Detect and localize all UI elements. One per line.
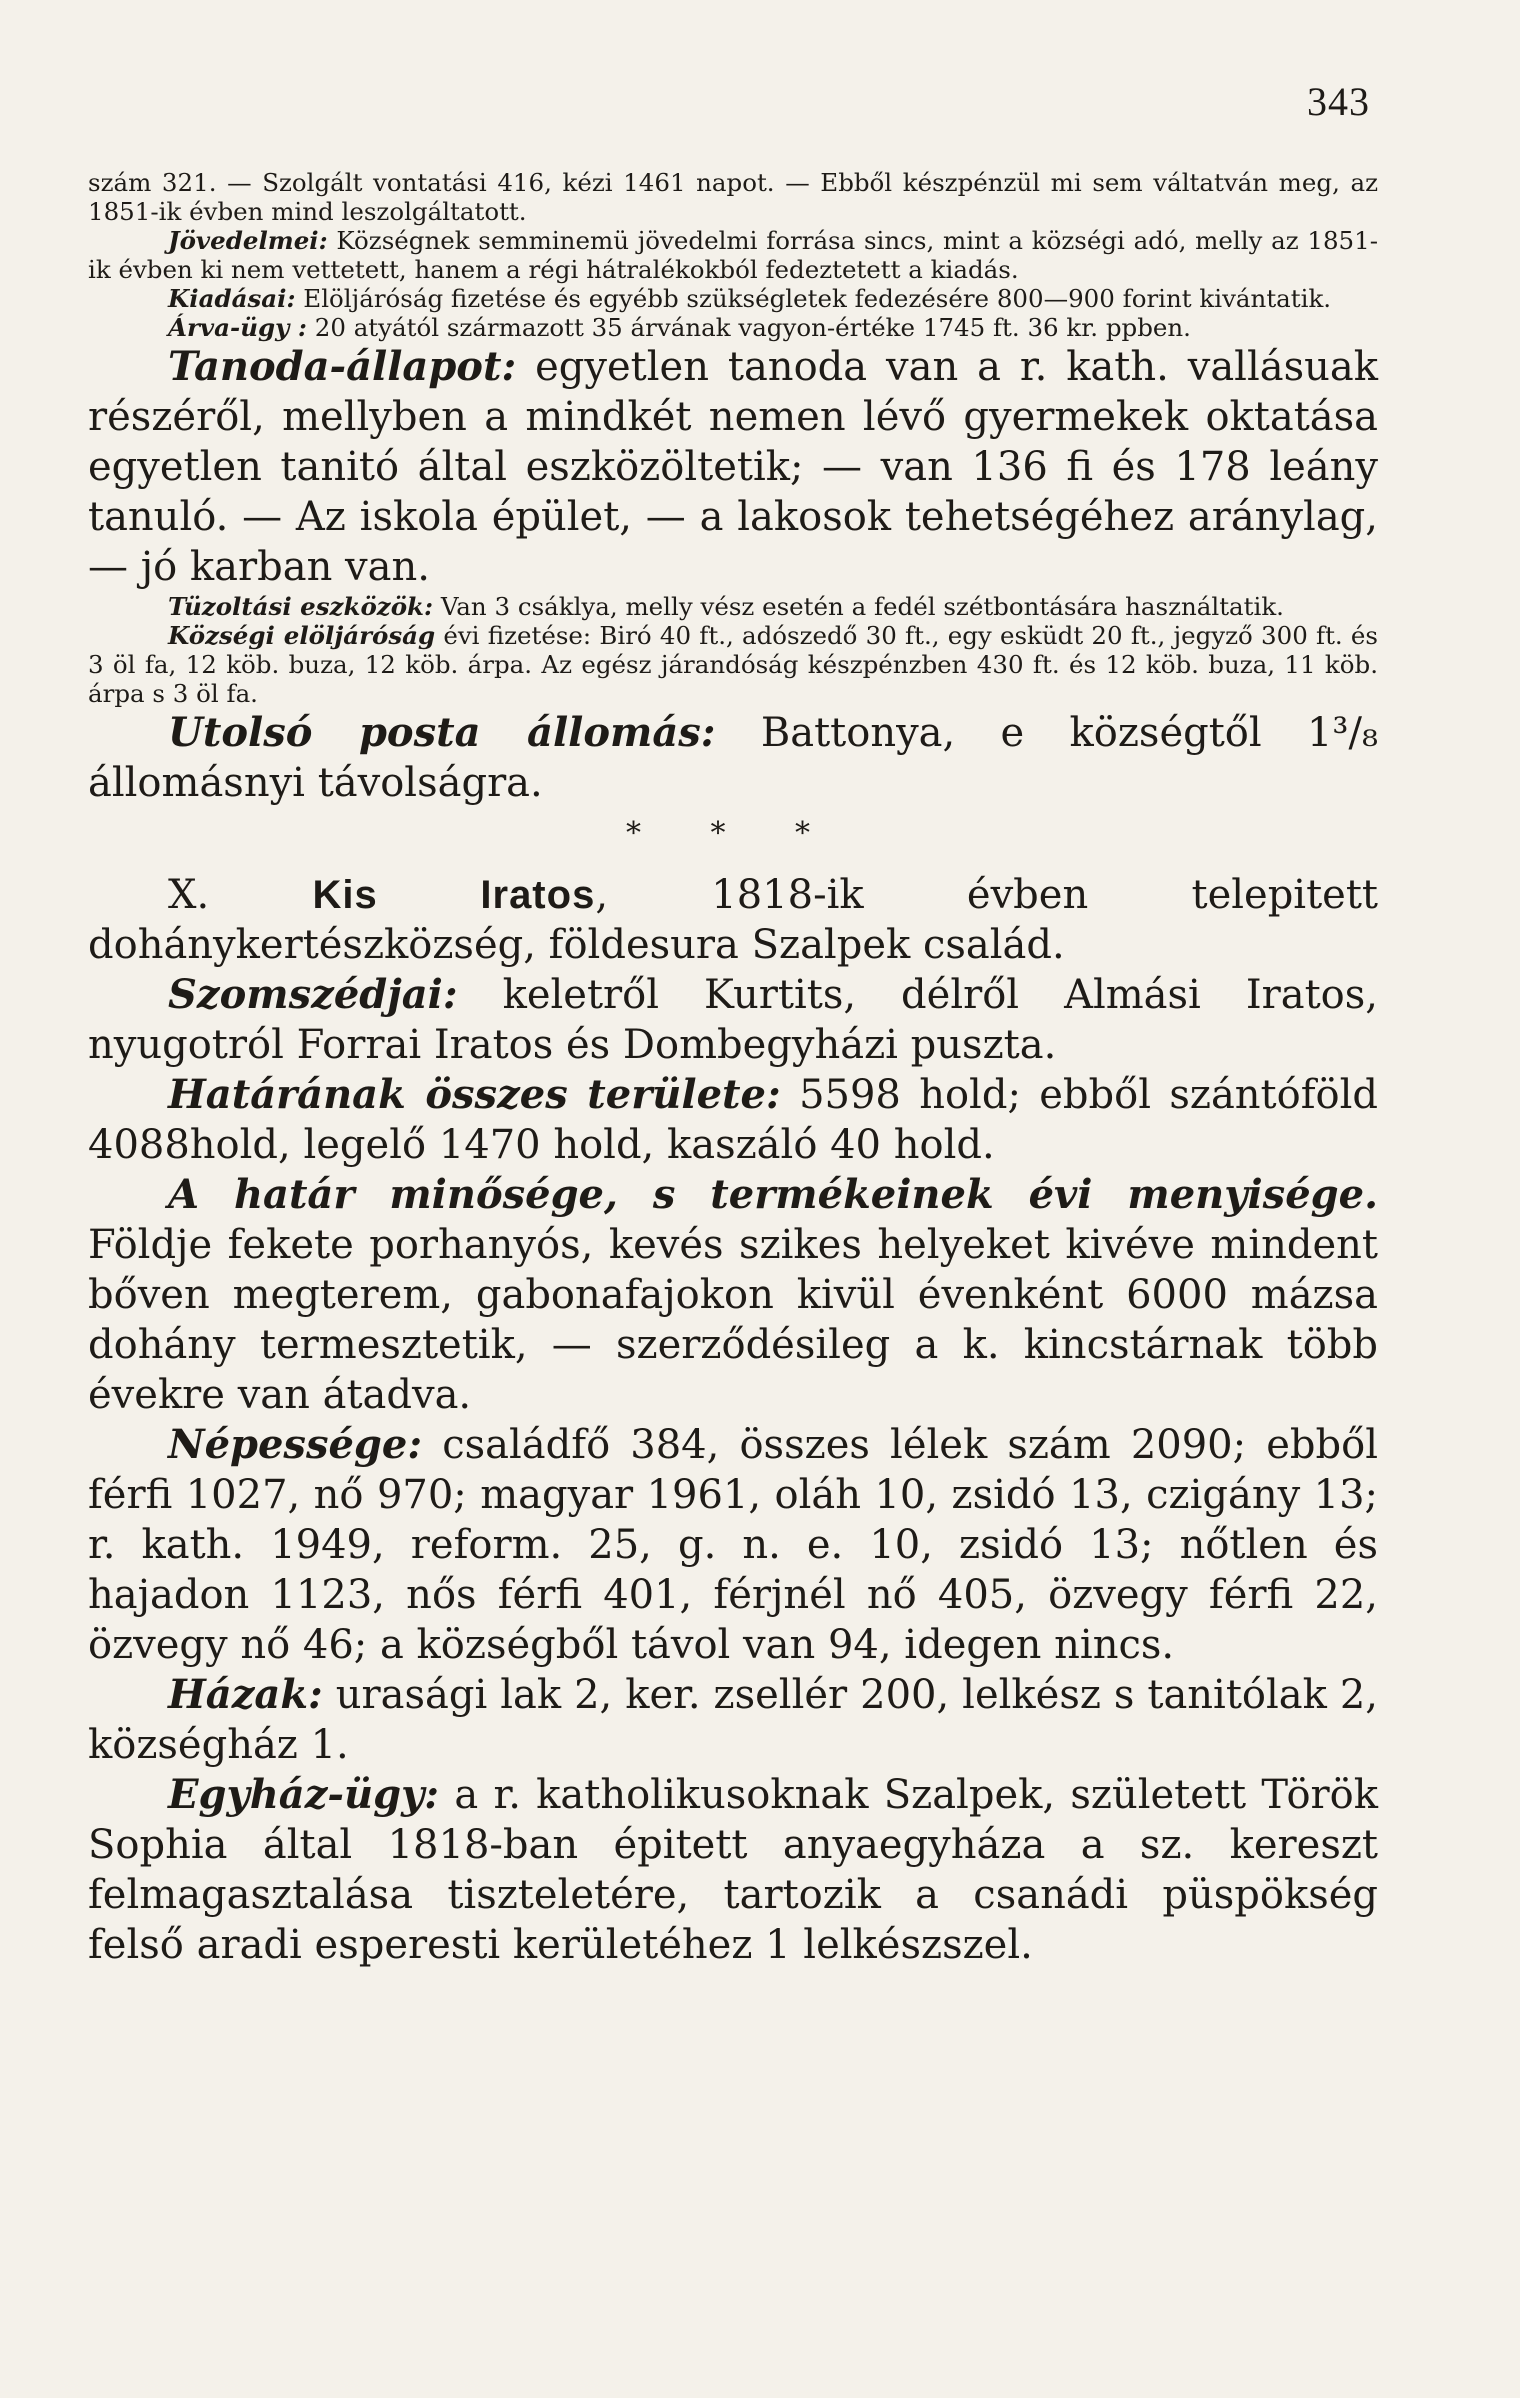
- paragraph: [88, 1770, 1378, 1970]
- paragraph: [88, 226, 1378, 284]
- paragraph-heading: Jövedelmei:: [168, 226, 328, 255]
- paragraph-heading: Tüzoltási eszközök:: [168, 592, 434, 621]
- paragraph-heading: Községi elöljáróság: [168, 621, 436, 650]
- paragraph: [88, 168, 1378, 226]
- paragraph-text: Elöljáróság fizetése és egyébb szükségletek fedezésére 800—900 forint kivántatik.: [295, 284, 1332, 313]
- paragraph: [88, 313, 1378, 342]
- paragraph-text: * * *: [625, 816, 841, 851]
- paragraph: [88, 621, 1378, 708]
- paragraph-heading: Kiadásai:: [168, 284, 296, 313]
- paragraph: [88, 708, 1378, 808]
- page-number: 343: [1307, 79, 1370, 124]
- paragraph-text: szám 321. — Szolgált vontatási 416, kézi 1461 napot. — Ebből készpénzül mi sem váltatván meg, az 1851-ik évben mind leszolgáltatott.: [88, 168, 1378, 226]
- paragraph-text: , 1818-ik évben telepitett dohánykertészközség, földesura Szalpek család.: [88, 872, 1378, 968]
- text-column: [88, 168, 1378, 1970]
- paragraph-text: urasági lak 2, ker. zsellér 200, lelkész s tanitólak 2, községház 1.: [88, 1672, 1378, 1768]
- paragraph-heading: Határának összes területe:: [168, 1071, 781, 1118]
- paragraph: [88, 342, 1378, 592]
- section-title: Kis Iratos: [312, 873, 596, 917]
- paragraph: [88, 1170, 1378, 1420]
- paragraph-text: Földje fekete porhanyós, kevés szikes helyeket kivéve mindent bőven megterem, gabonafajokon kivül évenként 6000 mázsa dohány termesztetik, — szerződésileg a k. kincstárnak több évekre van átadva.: [88, 1222, 1378, 1418]
- paragraph: [88, 284, 1378, 313]
- paragraph-text: 20 atyától származott 35 árvának vagyon-értéke 1745 ft. 36 kr. ppben.: [306, 313, 1191, 342]
- paragraph-text: a r. katholikusoknak Szalpek, született Török Sophia által 1818-ban épitett anyaegyháza a sz. kereszt felmagasztalása tiszteletére, tartozik a csanádi püspökség felső aradi esperesti kerületéhez 1 lelkészszel.: [88, 1772, 1378, 1968]
- paragraph-text: X.: [168, 872, 313, 918]
- section-divider-asterisks: [88, 814, 1378, 870]
- paragraph-text: Battonya, e községtől 1³/₈ állomásnyi távolságra.: [88, 710, 1378, 806]
- paragraph: [88, 1670, 1378, 1770]
- paragraph: [88, 1070, 1378, 1170]
- paragraph-heading: Egyház-ügy:: [168, 1771, 440, 1818]
- paragraph-heading: Árva-ügy :: [168, 313, 307, 342]
- paragraph: [88, 1420, 1378, 1670]
- paragraph-text: Van 3 csáklya, melly vész esetén a fedél szétbontására használtatik.: [433, 592, 1284, 621]
- paragraph: [88, 870, 1378, 970]
- paragraph-heading: Utolsó posta állomás:: [168, 709, 716, 756]
- paragraph-text: keletről Kurtits, délről Almási Iratos, nyugotról Forrai Iratos és Dombegyházi puszta.: [88, 972, 1378, 1068]
- paragraph-text: évi fizetése: Biró 40 ft., adószedő 30 ft., egy esküdt 20 ft., jegyző 300 ft. és 3 öl fa, 12 köb. buza, 12 köb. árpa. Az egész járandóság készpénzben 430 ft. és 12 köb. buza, 11 köb. árpa s 3 öl fa.: [88, 621, 1378, 708]
- paragraph-text: 5598 hold; ebből szántóföld 4088hold, legelő 1470 hold, kaszáló 40 hold.: [88, 1072, 1378, 1168]
- paragraph: [88, 592, 1378, 621]
- paragraph-text: egyetlen tanoda van a r. kath. vallásuak részéről, mellyben a mindkét nemen lévő gyermekek oktatása egyetlen tanitó által eszközöltetik; — van 136 fi és 178 leány tanuló. — Az iskola épület, — a lakosok tehetségéhez aránylag, — jó karban van.: [88, 344, 1378, 590]
- paragraph-heading: Szomszédjai:: [168, 971, 458, 1018]
- paragraph: [88, 970, 1378, 1070]
- paragraph-text: családfő 384, összes lélek szám 2090; ebből férfi 1027, nő 970; magyar 1961, oláh 10, zsidó 13, czigány 13; r. kath. 1949, reform. 25, g. n. e. 10, zsidó 13; nőtlen és hajadon 1123, nős férfi 401, férjnél nő 405, özvegy férfi 22, özvegy nő 46; a községből távol van 94, idegen nincs.: [88, 1422, 1378, 1668]
- paragraph-heading: A határ minősége, s termékeinek évi menyisége.: [168, 1171, 1378, 1218]
- paragraph-heading: Népessége:: [168, 1421, 423, 1468]
- paragraph-heading: Tanoda-állapot:: [168, 343, 517, 390]
- paragraph-heading: Házak:: [168, 1671, 323, 1718]
- paragraph-text: Községnek semminemü jövedelmi forrása sincs, mint a községi adó, melly az 1851-ik évben ki nem vettetett, hanem a régi hátralékokból fedeztetett a kiadás.: [88, 226, 1378, 284]
